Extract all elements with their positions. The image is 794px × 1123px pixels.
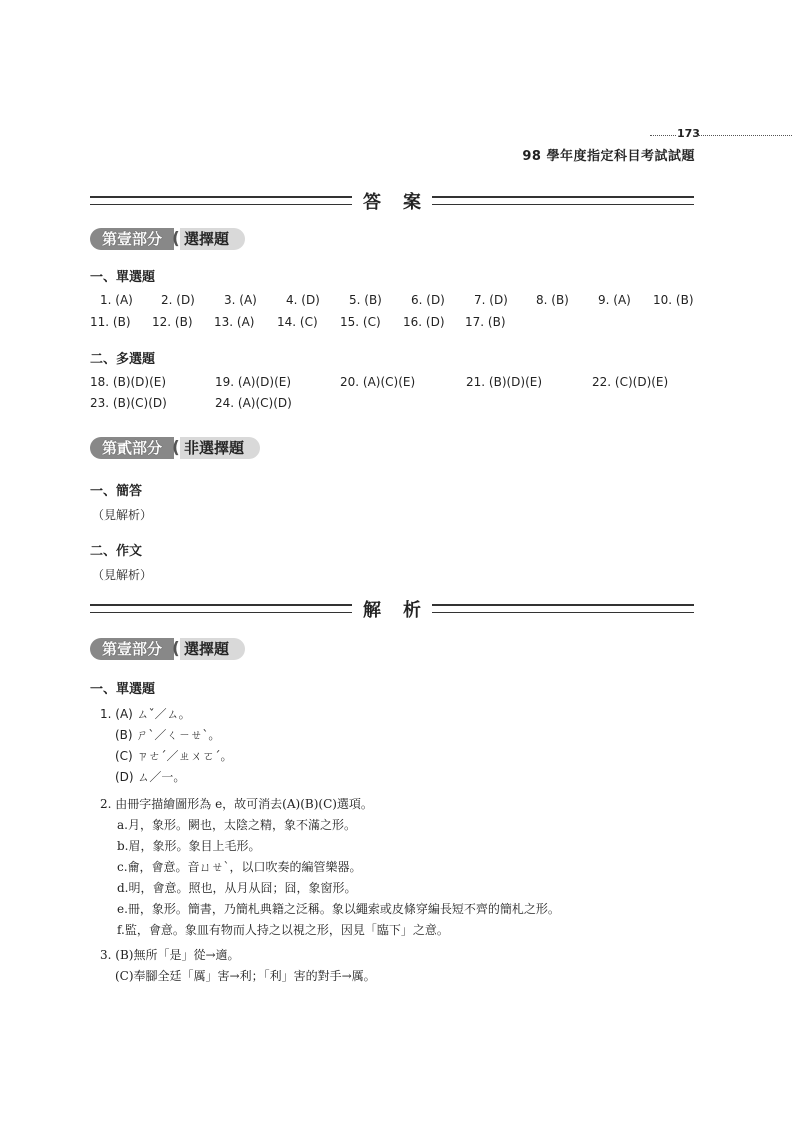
single-choice-row-2	[90, 315, 696, 331]
answer-item: 3. (A)	[224, 293, 257, 307]
part1-pill	[90, 228, 245, 250]
answer-item: 4. (D)	[286, 293, 320, 307]
essay-title: 二、作文	[90, 544, 143, 559]
analysis-item-2c: c.龠，會意。音ㄩㄝˋ，以口吹奏的編管樂器。	[117, 860, 362, 874]
essay-note: （見解析）	[92, 568, 153, 582]
pill-bracket: (	[172, 229, 180, 249]
answers-heading	[90, 190, 694, 212]
analysis-heading	[90, 598, 694, 620]
page-number-row	[650, 127, 792, 141]
answer-item: 2. (D)	[161, 293, 195, 307]
answer-item: 5. (B)	[349, 293, 382, 307]
analysis-item-1a: 1. (A) ㄙˇ／ㄙ。	[100, 707, 191, 721]
answer-item: 19. (A)(D)(E)	[215, 375, 292, 389]
answers-title: 答案	[363, 192, 443, 213]
dotted-leader-left	[650, 135, 676, 136]
page-number: 173	[677, 127, 700, 140]
answer-item: 22. (C)(D)(E)	[592, 375, 669, 389]
answer-item: 7. (D)	[474, 293, 508, 307]
analysis-item-1c: (C) ㄗㄜˊ／ㄓㄨㄛˊ。	[115, 749, 233, 763]
analysis-item-2e: e.冊，象形。簡書，乃簡札典籍之泛稱。象以繩索或皮條穿編長短不齊的簡札之形。	[117, 902, 560, 916]
part1-type: 選擇題	[180, 228, 245, 250]
multi-choice-row-1	[90, 375, 696, 391]
heading-rule-right	[432, 196, 694, 205]
answer-item: 14. (C)	[277, 315, 318, 329]
analysis-single-choice-title: 一、單選題	[90, 682, 156, 697]
part2-pill	[90, 437, 260, 459]
answer-item: 15. (C)	[340, 315, 381, 329]
pill-bracket: (	[172, 639, 180, 659]
analysis-part1-type: 選擇題	[180, 638, 245, 660]
answer-item: 1. (A)	[100, 293, 133, 307]
analysis-item-1b: (B) ㄕˋ／ㄑㄧㄝˋ。	[115, 728, 221, 742]
analysis-item-3a: 3. (B)無所「是」從→適。	[100, 948, 240, 962]
answer-item: 11. (B)	[90, 315, 131, 329]
analysis-part1-label: 第壹部分	[90, 638, 174, 660]
part2-label: 第貳部分	[90, 437, 174, 459]
analysis-item-3b: (C)奉腳全廷「厲」害→利；「利」害的對手→厲。	[115, 969, 376, 983]
dotted-leader-right	[697, 135, 792, 136]
short-answer-note: （見解析）	[92, 508, 153, 522]
part2-type: 非選擇題	[180, 437, 260, 459]
single-choice-title: 一、單選題	[90, 270, 156, 285]
answer-item: 20. (A)(C)(E)	[340, 375, 416, 389]
answer-item: 21. (B)(D)(E)	[466, 375, 543, 389]
analysis-part1-pill	[90, 638, 245, 660]
analysis-item-1d: (D) ㄙ／一。	[115, 770, 186, 784]
answer-item: 13. (A)	[214, 315, 255, 329]
answer-item: 24. (A)(C)(D)	[215, 396, 292, 410]
answer-item: 9. (A)	[598, 293, 631, 307]
answer-item: 8. (B)	[536, 293, 569, 307]
analysis-item-2d: d.明，會意。照也，从月从囧；囧，象窗形。	[117, 881, 357, 895]
answer-item: 18. (B)(D)(E)	[90, 375, 167, 389]
analysis-item-2b: b.眉，象形。象目上毛形。	[117, 839, 261, 853]
running-title: 98 學年度指定科目考試試題	[522, 149, 695, 164]
part1-label: 第壹部分	[90, 228, 174, 250]
answer-item: 12. (B)	[152, 315, 193, 329]
analysis-item-2: 2. 由冊字描繪圖形為 e，故可消去(A)(B)(C)選項。	[100, 797, 373, 811]
analysis-item-2a: a.月，象形。闕也，太陰之精，象不滿之形。	[117, 818, 356, 832]
multi-choice-title: 二、多選題	[90, 352, 156, 367]
multi-choice-row-2	[90, 396, 696, 412]
analysis-title: 解析	[363, 600, 443, 621]
answer-item: 10. (B)	[653, 293, 694, 307]
answer-item: 23. (B)(C)(D)	[90, 396, 167, 410]
heading-rule-right	[432, 604, 694, 613]
answer-item: 17. (B)	[465, 315, 506, 329]
analysis-item-2f: f.監，會意。象皿有物而人持之以視之形，因見「臨下」之意。	[117, 923, 449, 937]
pill-bracket: (	[172, 438, 180, 458]
short-answer-title: 一、簡答	[90, 484, 143, 499]
answer-item: 6. (D)	[411, 293, 445, 307]
single-choice-row-1	[90, 293, 696, 309]
answer-item: 16. (D)	[403, 315, 445, 329]
